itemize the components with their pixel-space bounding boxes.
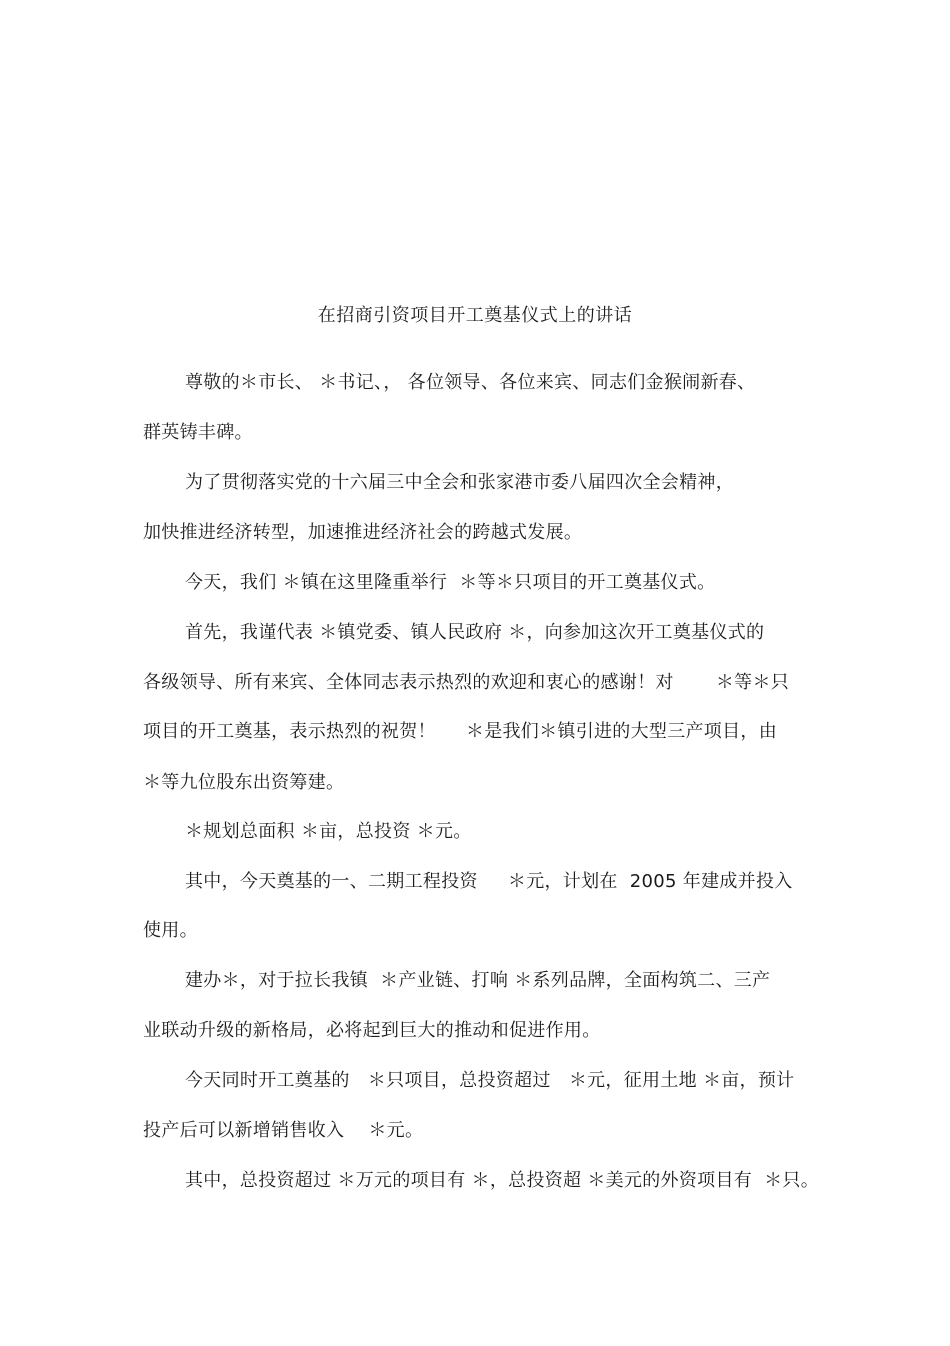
- text-line: ＊规划总面积 ＊亩，总投资 ＊元。: [185, 821, 472, 842]
- text-line: 今天同时开工奠基的 ＊只项目，总投资超过 ＊元，征用土地 ＊亩，预计: [185, 1070, 795, 1091]
- text-line: ＊等九位股东出资筹建。: [143, 772, 345, 793]
- text-line: 业联动升级的新格局，必将起到巨大的推动和促进作用。: [143, 1020, 601, 1041]
- text-line: 今天，我们 ＊镇在这里隆重举行 ＊等＊只项目的开工奠基仪式。: [185, 572, 716, 593]
- text-line: 加快推进经济转型，加速推进经济社会的跨越式发展。: [143, 522, 583, 543]
- document-title: 在招商引资项目开工奠基仪式上的讲话: [317, 305, 633, 326]
- text-line: 其中，今天奠基的一、二期工程投资 ＊元，计划在 2005 年建成并投入: [185, 871, 793, 892]
- text-line: 为了贯彻落实党的十六届三中全会和张家港市委八届四次全会精神，: [185, 472, 734, 493]
- text-line: 项目的开工奠基，表示热烈的祝贺！ ＊是我们＊镇引进的大型三产项目，由: [143, 721, 778, 742]
- text-line: 首先，我谨代表 ＊镇党委、镇人民政府 ＊，向参加这次开工奠基仪式的: [185, 622, 765, 643]
- text-line: 建办＊，对于拉长我镇 ＊产业链、打响 ＊系列品牌，全面构筑二、三产: [185, 970, 771, 991]
- text-line: 群英铸丰碑。: [143, 422, 253, 443]
- text-line: 尊敬的＊市长、 ＊书记、， 各位领导、各位来宾、同志们金猴闹新春、: [185, 372, 756, 393]
- text-line: 其中，总投资超过 ＊万元的项目有 ＊，总投资超 ＊美元的外资项目有 ＊只。: [185, 1170, 820, 1191]
- text-line: 各级领导、所有来宾、全体同志表示热烈的欢迎和衷心的感谢！对 ＊等＊只: [143, 672, 790, 693]
- text-line: 投产后可以新增销售收入 ＊元。: [143, 1120, 424, 1141]
- text-line: 使用。: [143, 920, 198, 941]
